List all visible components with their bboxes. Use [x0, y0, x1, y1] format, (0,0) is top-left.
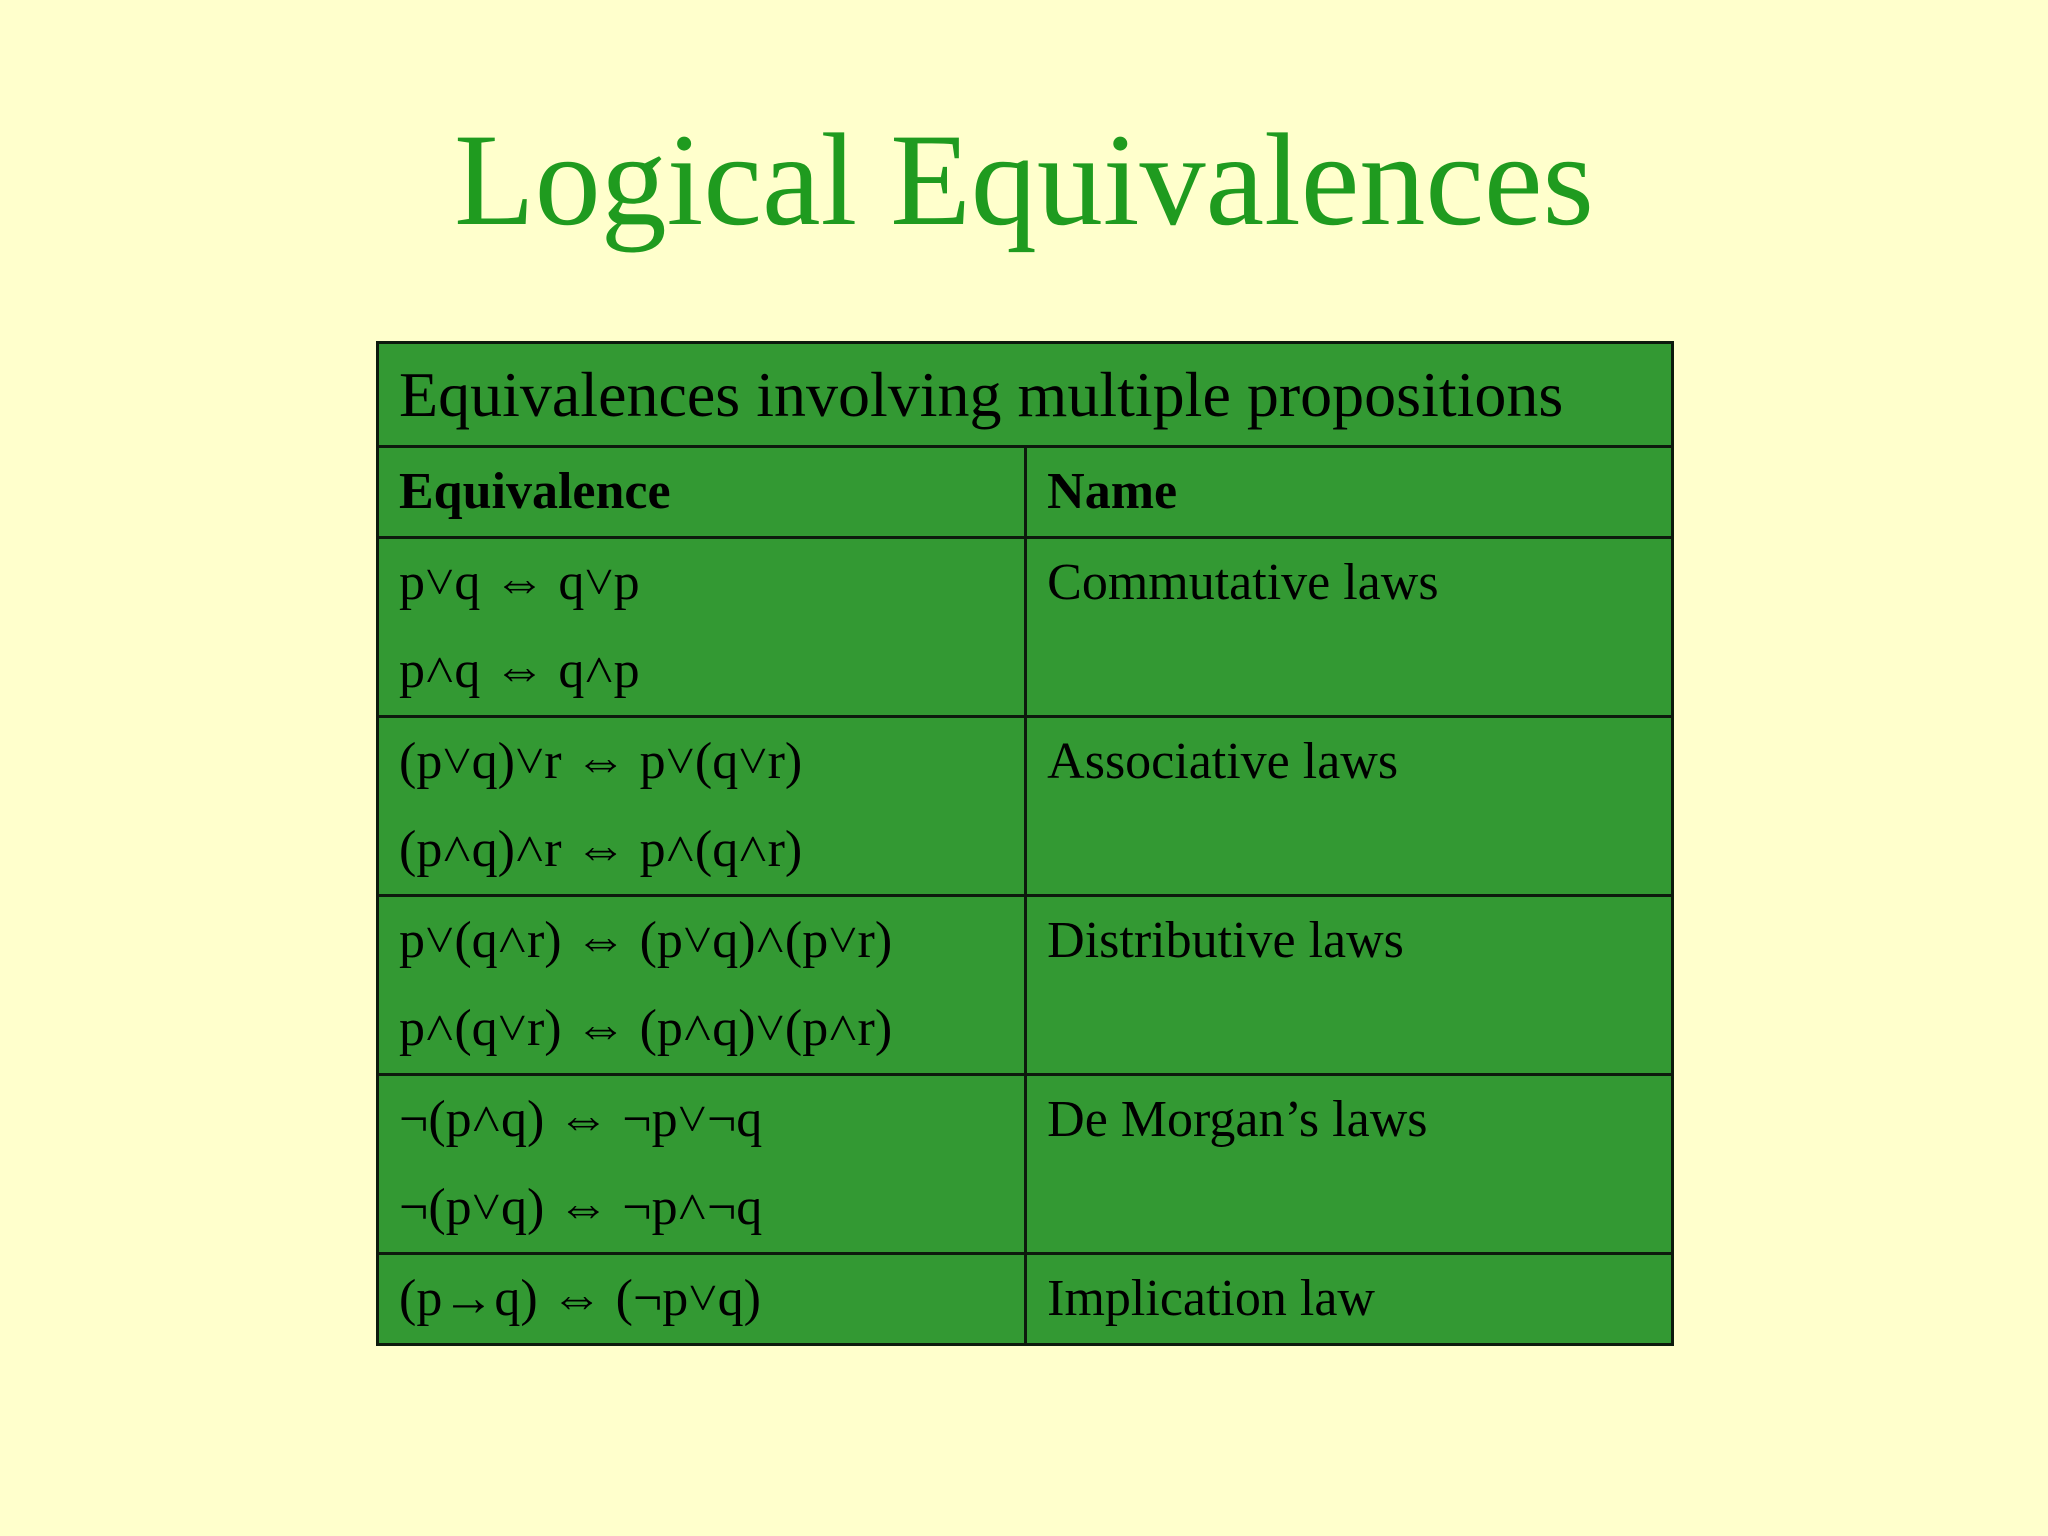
law-name-cell: Implication law [1026, 1254, 1673, 1345]
equivalence-line: p˄(q˅r) ⇔ (p˄q)˅(p˄r) [399, 1000, 893, 1057]
equivalence-cell [378, 1254, 1026, 1345]
law-name-cell: Associative laws [1026, 717, 1673, 896]
equivalence-line: ¬(p˄q) ⇔ ¬p˅¬q [399, 1091, 763, 1148]
equivalence-line: (p→q) ⇔ (¬p˅q) [399, 1270, 761, 1327]
slide-title: Logical Equivalences [454, 106, 1594, 253]
equivalence-line: p˄q ⇔ q˄p [399, 642, 640, 699]
table-header-row [378, 447, 1673, 538]
law-name-cell: Distributive laws [1026, 896, 1673, 1075]
table-row [378, 717, 1673, 896]
equivalence-line: p˅q ⇔ q˅p [399, 554, 640, 611]
equivalence-cell [378, 896, 1026, 1075]
table-row [378, 896, 1673, 1075]
equivalence-line: (p˅q)˅r ⇔ p˅(q˅r) [399, 733, 803, 790]
table-caption: Equivalences involving multiple propositions [378, 343, 1673, 447]
law-name-cell: Commutative laws [1026, 538, 1673, 717]
column-header-equivalence: Equivalence [378, 447, 1026, 538]
table-row [378, 1075, 1673, 1254]
equivalence-line: (p˄q)˄r ⇔ p˄(q˄r) [399, 821, 803, 878]
table-row [378, 1254, 1673, 1345]
law-name-cell: De Morgan’s laws [1026, 1075, 1673, 1254]
table-row [378, 538, 1673, 717]
equivalence-cell [378, 538, 1026, 717]
equivalence-line: ¬(p˅q) ⇔ ¬p˄¬q [399, 1179, 763, 1236]
column-header-name: Name [1026, 447, 1673, 538]
equivalence-cell [378, 1075, 1026, 1254]
equivalence-line: p˅(q˄r) ⇔ (p˅q)˄(p˅r) [399, 912, 893, 969]
table-caption-row [378, 343, 1673, 447]
equivalences-table [376, 341, 1674, 1346]
equivalence-cell [378, 717, 1026, 896]
